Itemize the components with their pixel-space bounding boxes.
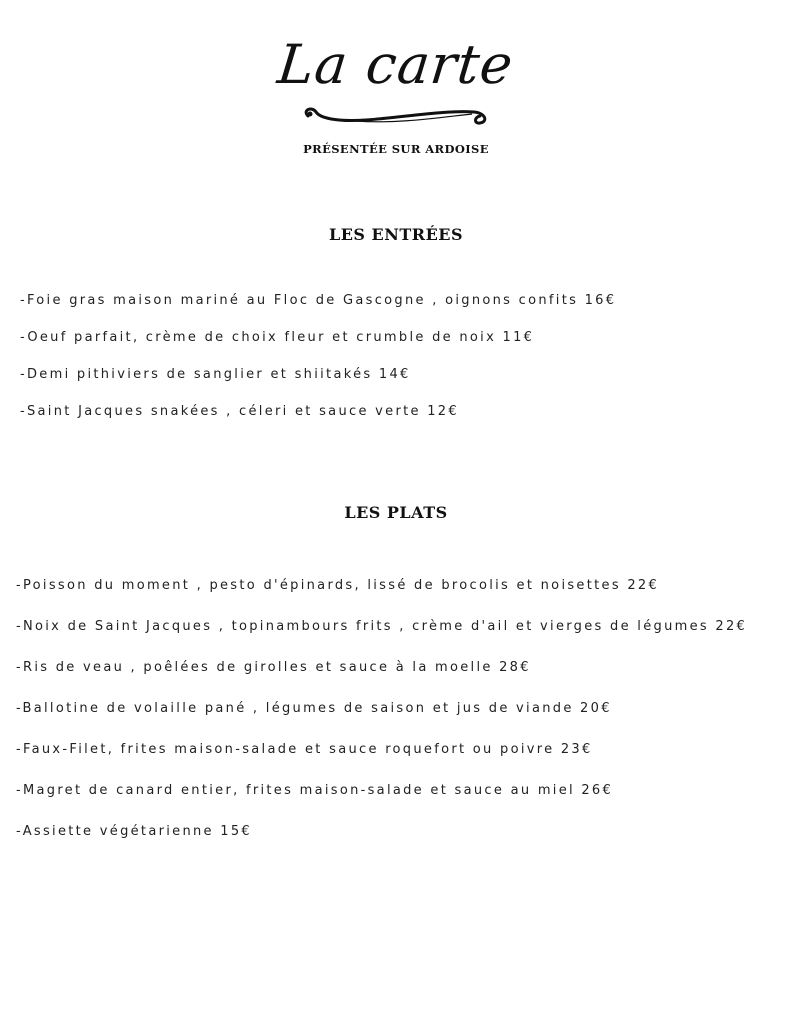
menu-item: -Ris de veau , poêlées de girolles et sauce à la moelle 28€: [16, 660, 531, 675]
menu-item: -Poisson du moment , pesto d'épinards, lissé de brocolis et noisettes 22€: [16, 578, 660, 593]
menu-item: -Saint Jacques snakées , céleri et sauce verte 12€: [20, 404, 459, 419]
menu-item: -Noix de Saint Jacques , topinambours frits , crème d'ail et vierges de légumes 22€: [16, 619, 748, 634]
flourish-ornament-icon: [296, 100, 496, 130]
menu-subtitle: PRÉSENTÉE SUR ARDOISE: [303, 142, 489, 156]
menu-item: -Foie gras maison mariné au Floc de Gascogne , oignons confits 16€: [20, 293, 617, 308]
section-title-plats: LES PLATS: [344, 503, 448, 522]
menu-item: -Demi pithiviers de sanglier et shiitakés 14€: [20, 367, 411, 382]
section-title-entrees: LES ENTRÉES: [328, 225, 464, 244]
menu-item: -Ballotine de volaille pané , légumes de saison et jus de viande 20€: [16, 701, 612, 716]
entrees-list: [20, 292, 760, 440]
menu-title: La carte: [275, 33, 517, 96]
menu-item: -Assiette végétarienne 15€: [16, 824, 252, 839]
menu-item: -Faux-Filet, frites maison-salade et sauce roquefort ou poivre 23€: [16, 742, 593, 757]
plats-list: [16, 576, 756, 863]
menu-item: -Oeuf parfait, crème de choix fleur et crumble de noix 11€: [20, 330, 535, 345]
menu-header: [0, 30, 792, 156]
menu-item: -Magret de canard entier, frites maison-salade et sauce au miel 26€: [16, 783, 614, 798]
